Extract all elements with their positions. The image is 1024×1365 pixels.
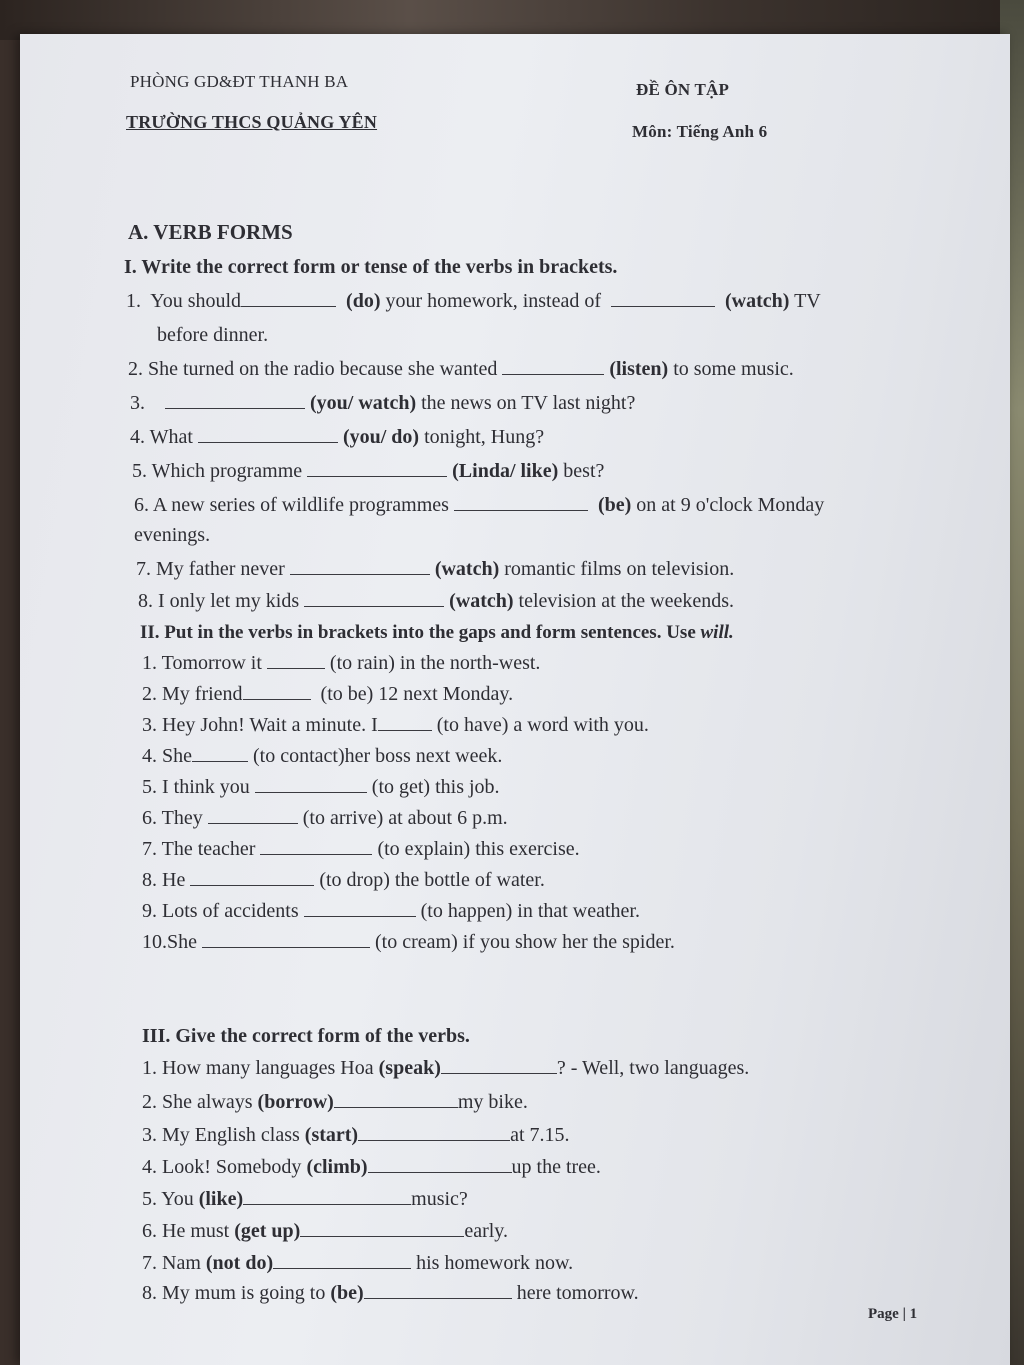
list-item: 1. How many languages Hoa (speak) ? - Well, two languages. <box>142 1057 750 1079</box>
answer-blank[interactable] <box>441 1057 557 1074</box>
list-item: 7. Nam (not do) his homework now. <box>142 1252 574 1274</box>
answer-blank[interactable] <box>260 838 372 855</box>
answer-blank[interactable] <box>243 683 311 700</box>
answer-blank[interactable] <box>364 1282 512 1299</box>
list-item: 5. You (like) music? <box>142 1188 468 1210</box>
section-title: A. VERB FORMS <box>128 220 293 244</box>
part2-instruction: II. Put in the verbs in brackets into the gaps and form sentences. Use will. <box>140 622 734 643</box>
list-item: 4. Look! Somebody (climb) up the tree. <box>142 1156 601 1178</box>
answer-blank[interactable] <box>368 1156 512 1173</box>
list-item: 5. I think you (to get) this job. <box>142 776 500 798</box>
list-item: 7. My father never (watch) romantic films on television. <box>136 558 735 580</box>
answer-blank[interactable] <box>307 460 447 477</box>
list-item-continuation: before dinner. <box>157 324 269 346</box>
list-item: 5. Which programme (Linda/ like) best? <box>132 460 605 482</box>
list-item: 6. He must (get up) early. <box>142 1220 508 1242</box>
answer-blank[interactable] <box>273 1252 411 1269</box>
list-item: 9. Lots of accidents (to happen) in that weather. <box>142 900 640 922</box>
list-item: 2. She turned on the radio because she wanted (listen) to some music. <box>128 358 794 380</box>
list-item: 6. A new series of wildlife programmes (be) on at 9 o'clock Monday <box>134 494 825 516</box>
page-number: Page | 1 <box>868 1306 918 1322</box>
list-item: 8. He (to drop) the bottle of water. <box>142 869 545 891</box>
answer-blank[interactable] <box>192 745 248 762</box>
list-item: 4. She (to contact)her boss next week. <box>142 745 503 767</box>
answer-blank[interactable] <box>300 1220 464 1237</box>
answer-blank[interactable] <box>198 426 338 443</box>
answer-blank[interactable] <box>304 590 444 607</box>
answer-blank[interactable] <box>241 290 336 307</box>
list-item: 10.She (to cream) if you show her the spider. <box>142 931 675 953</box>
school-name: TRƯỜNG THCS QUẢNG YÊN <box>126 112 378 132</box>
list-item: 2. She always (borrow) my bike. <box>142 1091 528 1113</box>
answer-blank[interactable] <box>502 358 604 375</box>
answer-blank[interactable] <box>290 558 430 575</box>
list-item: 4. What (you/ do) tonight, Hung? <box>130 426 545 448</box>
list-item: 6. They (to arrive) at about 6 p.m. <box>142 807 508 829</box>
worksheet-page <box>20 34 1010 1365</box>
answer-blank[interactable] <box>190 869 314 886</box>
list-item: 1. You should (do) your homework, instead of (watch) TV <box>126 290 821 312</box>
list-item: 3. (you/ watch) the news on TV last night? <box>130 392 636 414</box>
list-item: 2. My friend (to be) 12 next Monday. <box>142 683 514 705</box>
answer-blank[interactable] <box>255 776 367 793</box>
part1-instruction: I. Write the correct form or tense of the verbs in brackets. <box>124 256 618 278</box>
answer-blank[interactable] <box>243 1188 411 1205</box>
answer-blank[interactable] <box>165 392 305 409</box>
subject-label: Môn: Tiếng Anh 6 <box>632 122 768 141</box>
answer-blank[interactable] <box>304 900 416 917</box>
dept-name: PHÒNG GD&ĐT THANH BA <box>130 72 349 91</box>
list-item-continuation: evenings. <box>134 524 211 546</box>
list-item: 8. My mum is going to (be) here tomorrow. <box>142 1282 639 1304</box>
list-item: 1. Tomorrow it (to rain) in the north-west. <box>142 652 541 674</box>
answer-blank[interactable] <box>334 1091 458 1108</box>
list-item: 3. My English class (start) at 7.15. <box>142 1124 570 1146</box>
list-item: 3. Hey John! Wait a minute. I (to have) a word with you. <box>142 714 649 736</box>
answer-blank[interactable] <box>611 290 715 307</box>
part3-instruction: III. Give the correct form of the verbs. <box>142 1025 470 1047</box>
answer-blank[interactable] <box>378 714 432 731</box>
answer-blank[interactable] <box>202 931 370 948</box>
answer-blank[interactable] <box>358 1124 510 1141</box>
answer-blank[interactable] <box>208 807 298 824</box>
list-item: 8. I only let my kids (watch) television at the weekends. <box>138 590 735 612</box>
answer-blank[interactable] <box>454 494 588 511</box>
exam-title: ĐỀ ÔN TẬP <box>636 80 730 99</box>
answer-blank[interactable] <box>267 652 325 669</box>
list-item: 7. The teacher (to explain) this exercise. <box>142 838 580 860</box>
